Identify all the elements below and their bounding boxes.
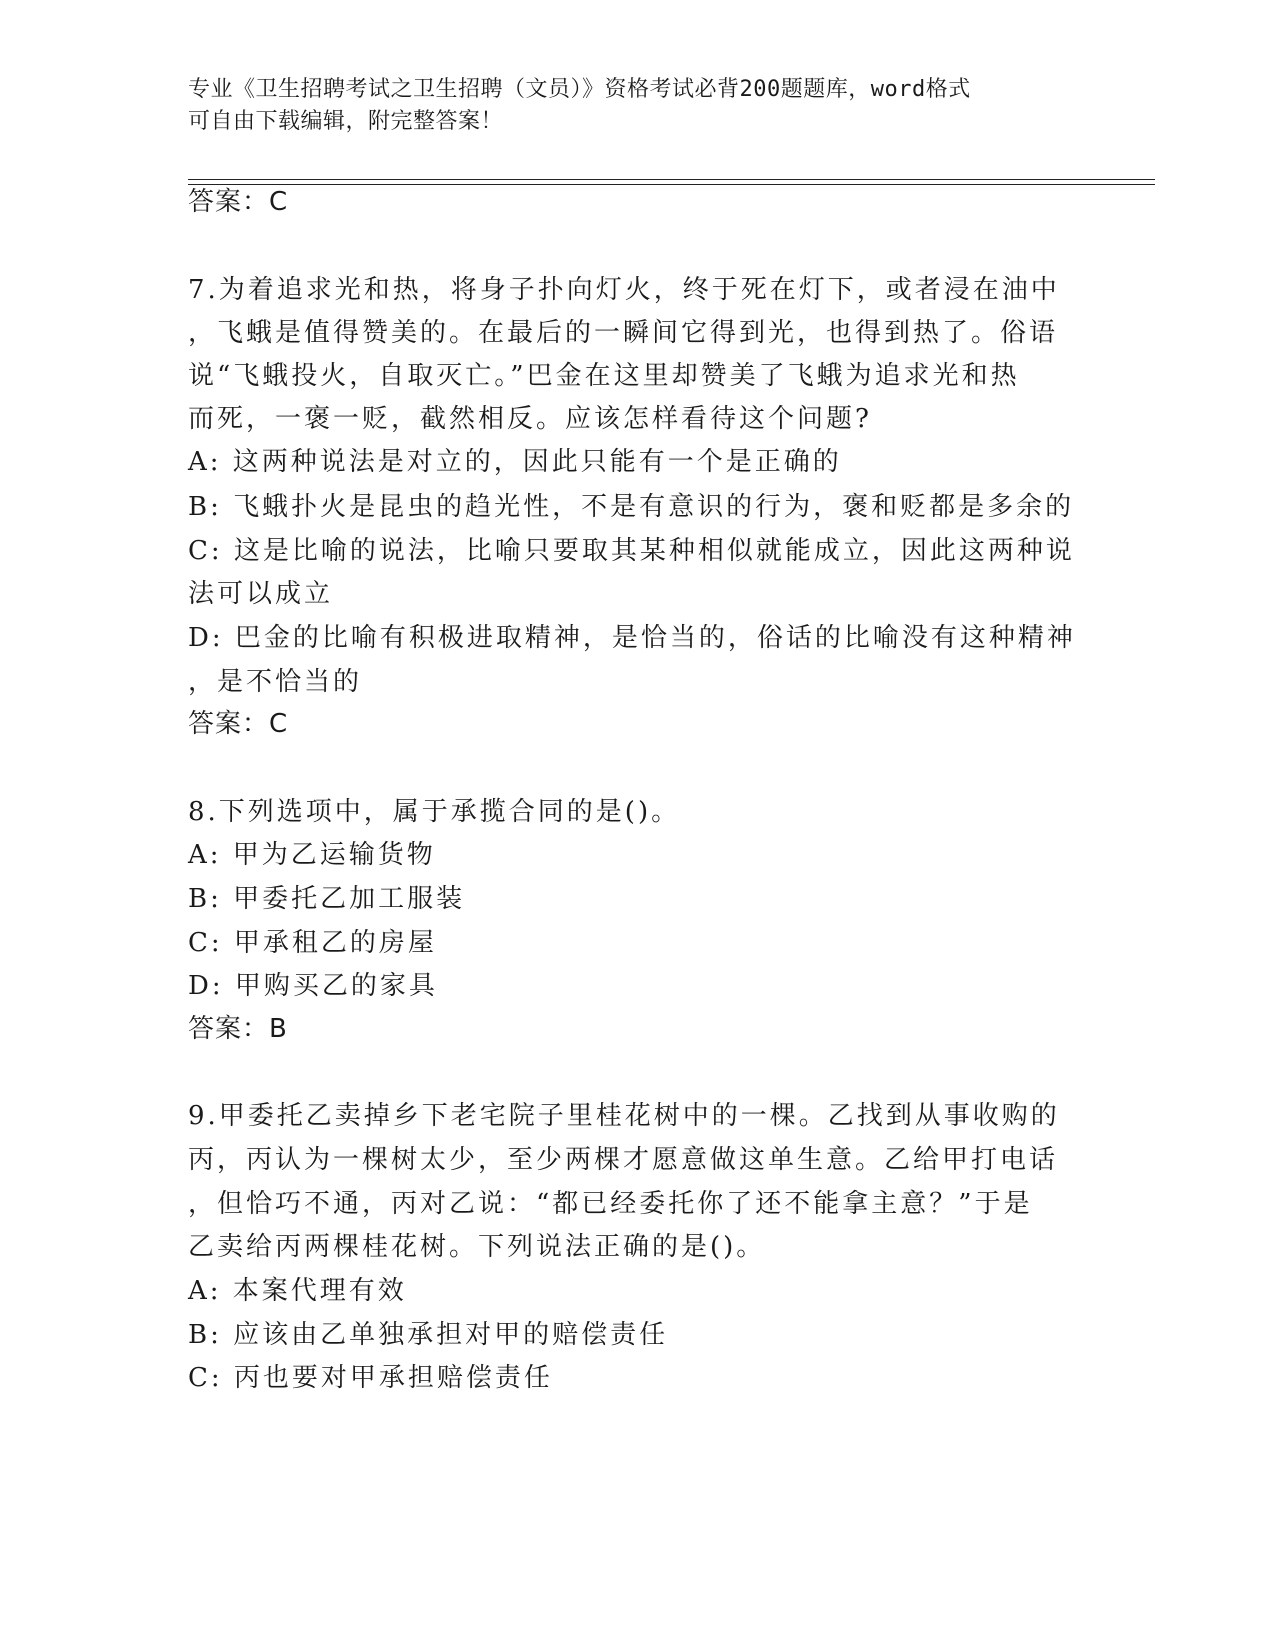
option-a: A: 本案代理有效 (188, 1276, 407, 1306)
question-text: 而死，一褒一贬，截然相反。应该怎样看待这个问题? (188, 404, 872, 434)
question-text: 丙，丙认为一棵树太少，至少两棵才愿意做这单生意。乙给甲打电话 (188, 1145, 1059, 1175)
option-b: B: 应该由乙单独承担对甲的赔偿责任 (188, 1320, 669, 1350)
option-b: B: 飞蛾扑火是昆虫的趋光性，不是有意识的行为，褒和贬都是多余的 (188, 492, 1075, 522)
option-a: A: 这两种说法是对立的，因此只能有一个是正确的 (188, 447, 842, 477)
question-text: 7.为着追求光和热，将身子扑向灯火，终于死在灯下，或者浸在油中 (188, 275, 1060, 305)
option-c: C: 丙也要对甲承担赔偿责任 (188, 1363, 553, 1393)
option-d: D: 巴金的比喻有积极进取精神，是恰当的，俗话的比喻没有这种精神 (188, 623, 1076, 653)
option-c: C: 甲承租乙的房屋 (188, 928, 437, 958)
header-line: 专业《卫生招聘考试之卫生招聘（文员）》资格考试必背200题题库，word格式 (188, 77, 971, 102)
option-a: A: 甲为乙运输货物 (188, 840, 436, 870)
answer-line: 答案：B (188, 1014, 288, 1044)
question-text: 8.下列选项中，属于承揽合同的是()。 (188, 797, 681, 827)
question-text: 乙卖给丙两棵桂花树。下列说法正确的是()。 (188, 1232, 766, 1262)
option-d-continued: ，是不恰当的 (188, 667, 363, 697)
header-rule (188, 184, 1155, 185)
answer-line: 答案：C (188, 187, 289, 217)
option-b: B: 甲委托乙加工服装 (188, 884, 466, 914)
option-d: D: 甲购买乙的家具 (188, 971, 438, 1001)
question-text: 9.甲委托乙卖掉乡下老宅院子里桂花树中的一棵。乙找到从事收购的 (188, 1101, 1060, 1131)
document-header (188, 74, 1068, 138)
header-rule (188, 179, 1155, 180)
option-c: C: 这是比喻的说法，比喻只要取其某种相似就能成立，因此这两种说 (188, 536, 1075, 566)
question-text: 说“飞蛾投火，自取灭亡。”巴金在这里却赞美了飞蛾为追求光和热 (188, 361, 1020, 391)
question-text: ，但恰巧不通，丙对乙说：“都已经委托你了还不能拿主意？”于是 (188, 1189, 1033, 1219)
option-c-continued: 法可以成立 (188, 579, 334, 609)
question-text: ，飞蛾是值得赞美的。在最后的一瞬间它得到光，也得到热了。俗语 (188, 318, 1059, 348)
header-line: 可自由下载编辑，附完整答案！ (188, 109, 504, 134)
answer-line: 答案：C (188, 709, 289, 739)
